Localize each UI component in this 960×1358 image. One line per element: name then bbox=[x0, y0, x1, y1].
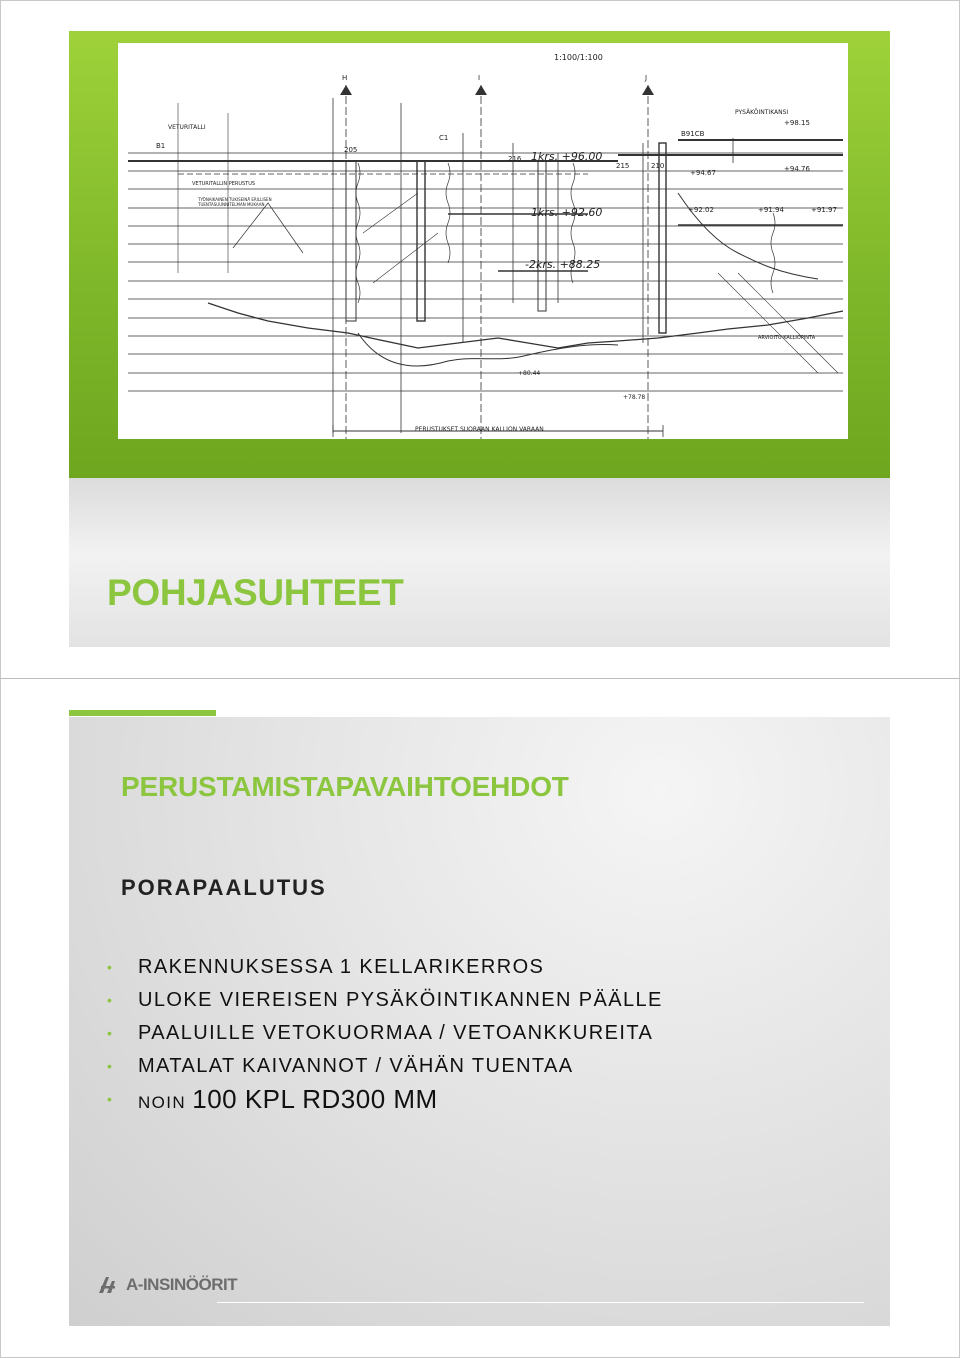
section-mark-h: H bbox=[342, 74, 348, 82]
level-label-1krs-upper: 1krs. +96.00 bbox=[531, 150, 603, 163]
level-label-2krs: -2krs. +88.25 bbox=[525, 258, 601, 271]
room-label-b1: B1 bbox=[156, 142, 166, 150]
bullet-dot-icon: • bbox=[107, 1091, 114, 1107]
room-label-216: 216 bbox=[508, 155, 522, 163]
note-veturitallin-perustus: VETURITALLIN PERUSTUS bbox=[192, 181, 256, 187]
gray-title-band bbox=[69, 478, 890, 647]
section-mark-i: I bbox=[478, 74, 481, 82]
room-label-205: 205 bbox=[344, 146, 358, 154]
elevation-91-97: +91.97 bbox=[811, 206, 837, 214]
elevation-78-78: +78.78 bbox=[623, 394, 646, 401]
elevation-92-02: +92.02 bbox=[688, 206, 714, 214]
slide1-title: POHJASUHTEET bbox=[107, 572, 404, 613]
level-label-1krs-lower: 1krs. +92.60 bbox=[531, 206, 603, 219]
note-kalliopinta: ARVIOITU KALLIOPINTA bbox=[758, 335, 816, 341]
elevation-94-76: +94.76 bbox=[784, 165, 810, 173]
accent-bar bbox=[69, 710, 216, 716]
a-insinoorit-logo-icon bbox=[97, 1276, 123, 1294]
elevation-94-67: +94.67 bbox=[690, 169, 716, 177]
section-drawing bbox=[118, 43, 848, 439]
company-logo bbox=[97, 1275, 237, 1295]
room-label-215: 215 bbox=[616, 162, 630, 170]
bullet-dot-icon: • bbox=[107, 1025, 114, 1041]
room-label-210: 210 bbox=[651, 162, 665, 170]
room-label-c1: C1 bbox=[439, 134, 449, 142]
note-pysakointikansi: PYSÄKÖINTIKANSI bbox=[735, 109, 789, 116]
bullet-list bbox=[107, 957, 663, 1122]
elevation-80-44: +80.44 bbox=[518, 370, 541, 377]
bullet-dot-icon: • bbox=[107, 959, 114, 975]
slide2-title: PERUSTAMISTAPAVAIHTOEHDOT bbox=[121, 771, 569, 802]
drawing-scale-label: 1:100/1:100 bbox=[554, 53, 603, 62]
note-tukiseina: TYÖNAIKAINEN TUKISEINÄ ERILLISEN TUENTASUUNNITELMAN MUKAAN bbox=[198, 197, 272, 207]
slide2-subtitle: PORAPAALUTUS bbox=[121, 875, 327, 900]
bullet-prefix: NOIN bbox=[138, 1093, 187, 1112]
bullet-emphasis: 100 KPL RD300 MM bbox=[192, 1084, 438, 1114]
bullet-item bbox=[107, 1084, 663, 1122]
slide-perustamistapavaihtoehdot bbox=[69, 717, 890, 1326]
section-mark-j: J bbox=[645, 74, 648, 82]
page-divider bbox=[0, 678, 960, 679]
footer-line bbox=[217, 1302, 864, 1303]
bullet-item: • MATALAT KAIVANNOT / VÄHÄN TUENTAA bbox=[107, 1055, 574, 1077]
slide-pohjasuhteet bbox=[69, 31, 890, 647]
bullet-item: • ULOKE VIEREISEN PYSÄKÖINTIKANNEN PÄÄLLE bbox=[107, 989, 663, 1011]
elevation-98-15: +98.15 bbox=[784, 119, 810, 127]
drawing-linework bbox=[118, 43, 848, 439]
bullet-dot-icon: • bbox=[107, 1058, 114, 1074]
logo-text: A-INSINÖÖRIT bbox=[126, 1275, 238, 1294]
note-veturitalli: VETURITALLI bbox=[168, 124, 206, 131]
elevation-91-94: +91.94 bbox=[758, 206, 784, 214]
bullet-item: • RAKENNUKSESSA 1 KELLARIKERROS bbox=[107, 956, 545, 978]
room-label-b91cb: B91CB bbox=[681, 130, 705, 138]
bullet-dot-icon: • bbox=[107, 992, 114, 1008]
drawing-footer-label: PERUSTUKSET SUORAAN KALLION VARAAN bbox=[415, 426, 544, 433]
bullet-item: • PAALUILLE VETOKUORMAA / VETOANKKUREITA bbox=[107, 1022, 654, 1044]
